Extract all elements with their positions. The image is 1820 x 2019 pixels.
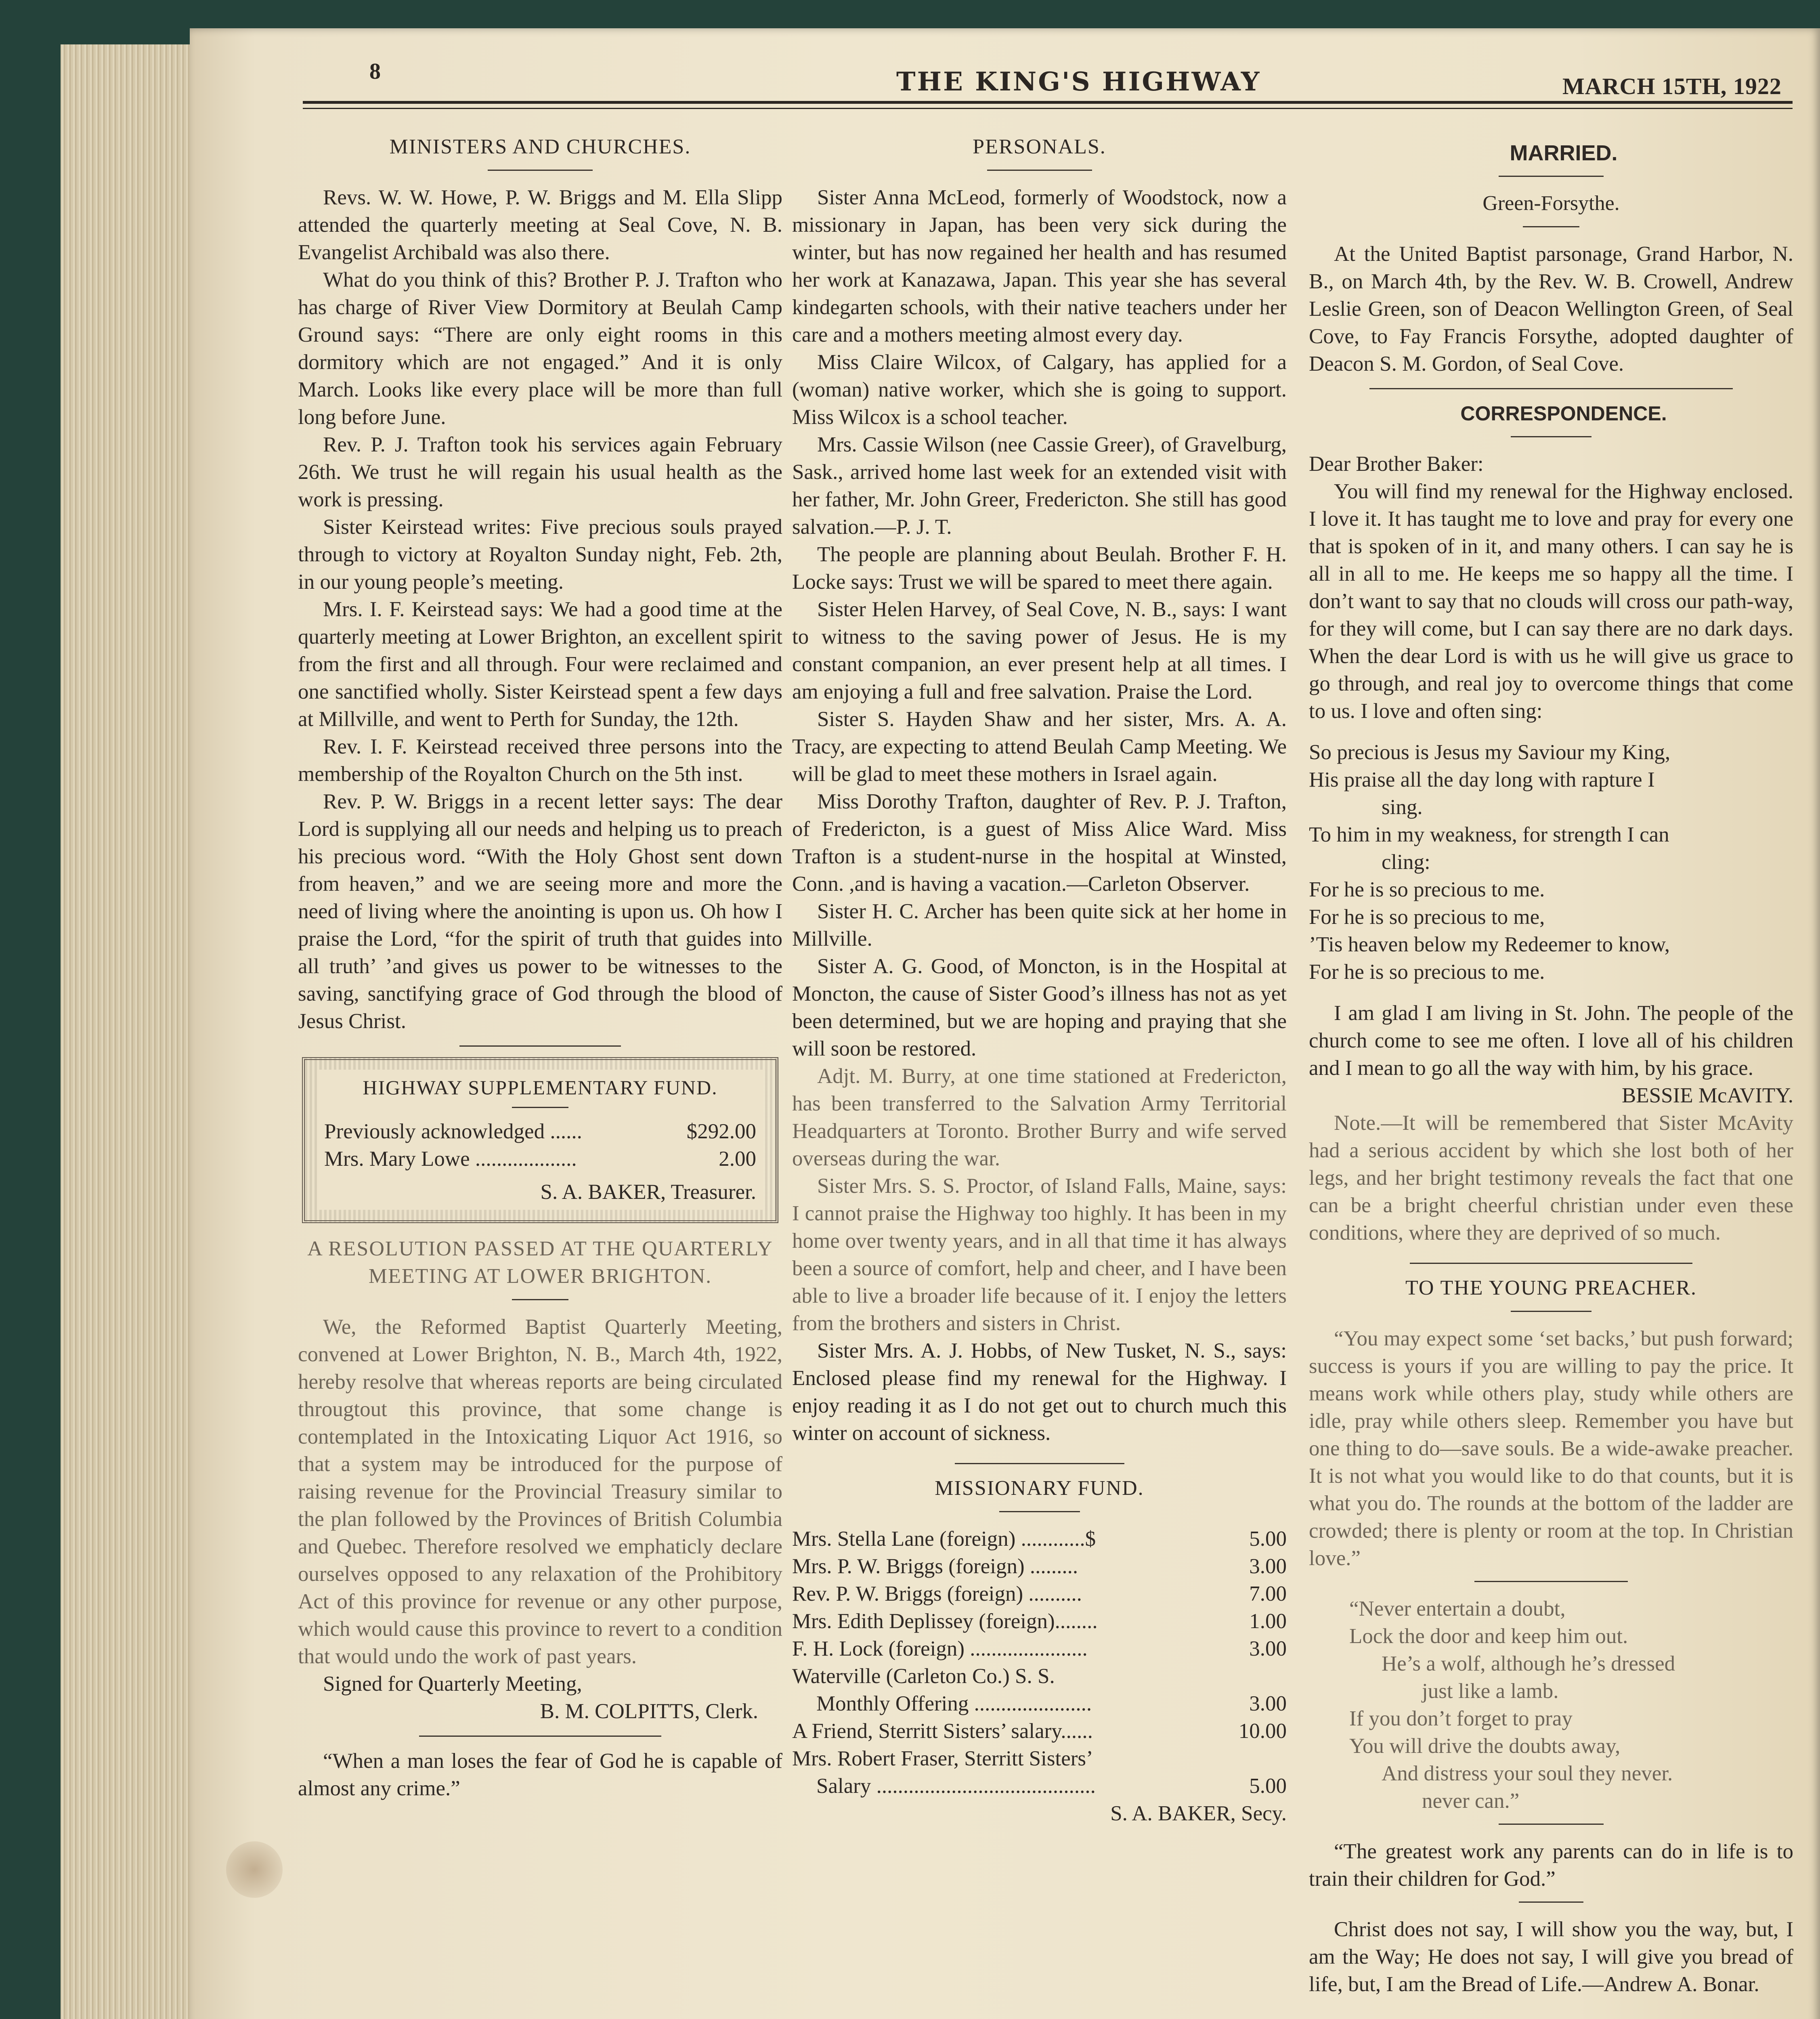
paragraph: Mrs. Cassie Wilson (nee Cassie Greer), of Gravelburg, Sask., arrived home last week for an extended visit with her father, Mr. John Greer, Fredericton. She still has good salvation.—P. J. T. [792,433,1287,539]
fund-signature: S. A. BAKER, Treasurer. [540,1180,756,1204]
paragraph: Rev. I. F. Keirstead received three persons into the membership of the Royalton Church on the 5th inst. [298,735,782,786]
resolution-clerk: B. M. COLPITTS, Clerk. [540,1700,758,1723]
divider [1511,1311,1591,1312]
poem-line: “Never entertain a doubt, [1349,1597,1566,1620]
divider [1410,1263,1692,1264]
fund-row [792,1580,1287,1608]
paragraph: Sister H. C. Archer has been quite sick at her home in Millville. [792,900,1287,951]
fund-row-amount: 5.00 [1249,1774,1287,1798]
fund-row-label: Monthly Offering ...................... [816,1692,1092,1715]
masthead-title: THE KING'S HIGHWAY [896,67,1261,97]
fund-row [792,1525,1287,1553]
fund-row-label: Mrs. Mary Lowe ................... [324,1147,577,1171]
header-rule-thin [303,108,1793,109]
song-line: For he is so precious to me, [1309,905,1545,929]
married-subheading: Green-Forsythe. [1482,192,1620,215]
divider [512,1299,568,1300]
paragraph: Mrs. I. F. Keirstead says: We had a good time at the quarterly meeting at Lower Brighton, an excellent spirit from the first and all through. Four were reclaimed and one sanctified wholly. Sister Keirstead spent a few days at Millville, and went to Perth for Sunday, the 12th. [298,598,782,731]
fund-row-label: Waterville (Carleton Co.) S. S. [792,1664,1055,1688]
divider [1519,1901,1583,1903]
fund-row-label: Mrs. Stella Lane (foreign) ............$ [792,1527,1096,1551]
divider [1369,388,1733,389]
paragraph: Rev. P. J. Trafton took his services again February 26th. We trust he will regain his usual health as the work is pressing. [298,433,782,511]
editor-note: Note.—It will be remembered that Sister McAvity had a serious accident by which she lost both of her legs, and her bright testimony reveals the fact that one can be a bright cheerful christian under even these conditions, where they are deprived of so much. [1309,1111,1793,1245]
married-text: At the United Baptist parsonage, Grand Harbor, N. B., on March 4th, by the Rev. W. B. Crowell, Andrew Leslie Green, son of Deacon Wellington Green, of Seal Cove, to Fay Francis Forsythe, adopted daughter of Deacon S. M. Gordon, of Seal Cove. [1309,242,1793,376]
doubt-poem [1309,1595,1793,1815]
fund-row [792,1553,1287,1580]
divider [1499,1824,1604,1825]
letter-closing: I am glad I am living in St. John. The people of the church come to see me often. I love all of his children and I mean to go all the way with him, by his grace. [1309,1001,1793,1080]
letter-signature: BESSIE McAVITY. [1621,1084,1793,1107]
paragraph: Miss Dorothy Trafton, daughter of Rev. P. J. Trafton, of Fredericton, is a guest of Miss Alice Ward. Miss Trafton is a student-nurse in the hospital at Winsted, Conn. ,and is having a vacation.—Carleton Observer. [792,790,1287,896]
song-line: ’Tis heaven below my Redeemer to know, [1309,933,1670,956]
resolution-signed: Signed for Quarterly Meeting, [323,1672,582,1696]
divider [1523,226,1579,227]
resolution-body: We, the Reformed Baptist Quarterly Meeting, convened at Lower Brighton, N. B., March 4th, 1922, hereby resolve that whereas reports are being circulated througtout this province, that some change is contemplated in the Intoxicating Liquor Act 1916, so that a system may be introduced for the purpose of raising revenue for the Provincial Treasury similar to the plan followed by the Provinces of British Columbia and Quebec. Therefore resolved we emphaticly declare ourselves opposed to any relaxation of the Prohibitory Act of this province for revenue or any other purpose, which would cause this province to revert to a condition that would undo the work of past years. [298,1315,782,1668]
paragraph: Sister S. Hayden Shaw and her sister, Mrs. A. A. Tracy, are expecting to attend Beulah Camp Meeting. We will be glad to meet these mothers in Israel again. [792,707,1287,786]
fund-row [792,1745,1287,1772]
poem-line: And distress your soul they never. [1382,1762,1673,1785]
paragraph: Sister Keirstead writes: Five precious souls prayed through to victory at Royalton Sunday night, Feb. 2th, in our young people’s meeting. [298,515,782,594]
fund-row [792,1635,1287,1662]
paragraph: Adjt. M. Burry, at one time stationed at Fredericton, has been transferred to the Salvation Army Territorial Headquarters at Toronto. Brother Burry and wife served overseas during the war. [792,1064,1287,1170]
fund-row-label: A Friend, Sterritt Sisters’ salary...... [792,1719,1093,1743]
ministers-heading: MINISTERS AND CHURCHES. [389,135,691,158]
song-line: sing. [1382,795,1423,819]
divider [488,170,593,171]
divider [1499,176,1604,177]
fund-row-amount: 2.00 [719,1147,756,1171]
divider [1511,436,1591,437]
paragraph: Sister Mrs. S. S. Proctor, of Island Falls, Maine, says: I cannot praise the Highway too highly. It has been in my home over twenty years, and in all that time it has always been a source of comfort, help and cheer, and I have been able to live a broader life because of it. I enjoy the letters from the brothers and sisters in Christ. [792,1174,1287,1335]
ink-stain [226,1841,283,1898]
fund-row-amount: 7.00 [1249,1582,1287,1606]
fund-row [792,1662,1287,1690]
married-heading: MARRIED. [1510,141,1618,165]
fund-row [324,1118,756,1145]
fund-row-amount: 3.00 [1249,1692,1287,1715]
fund-row-label: Mrs. Edith Deplissey (foreign)........ [792,1610,1098,1633]
fund-row [792,1717,1287,1745]
resolution-heading: A RESOLUTION PASSED AT THE QUARTERLY MEETING AT LOWER BRIGHTON. [307,1237,773,1288]
header-rule [303,101,1793,104]
young-preacher-text: “You may expect some ‘set backs,’ but push forward; success is yours if you are willing to pay the price. It means work while others play, study while others are idle, pray while others sleep. Remember you have but one thing to do—save souls. Be a wide-awake preacher. It is not what you would like to do that counts, but it is what you do. The rounds at the bottom of the ladder are crowded; there is plenty or room at the top. In Christian love.” [1309,1327,1793,1570]
poem-line: just like a lamb. [1422,1679,1559,1703]
fund-row-label: Previously acknowledged ...... [324,1120,582,1143]
divider [459,1045,621,1047]
poem-line: never can.” [1422,1789,1520,1813]
column-personals [792,133,1287,1827]
song-lyrics [1309,739,1793,986]
issue-date: MARCH 15TH, 1922 [1562,73,1782,99]
fund-row [792,1608,1287,1635]
fund-row-label: Salary ......................................... [816,1774,1096,1798]
fund-row-label: Mrs. P. W. Briggs (foreign) ......... [792,1555,1078,1578]
paragraph: Sister Anna McLeod, formerly of Woodstock, now a missionary in Japan, has been very sick during the winter, but has now regained her health and has resumed her work at Kanazawa, Japan. This year she has several kindegarten schools, with their native teachers under her care and a mothers meeting almost every day. [792,186,1287,346]
fund-row-label: F. H. Lock (foreign) ...................... [792,1637,1088,1660]
supplementary-fund-box [302,1057,778,1223]
song-line: His praise all the day long with rapture I [1309,768,1655,791]
page-number: 8 [369,59,381,84]
fund-row [792,1690,1287,1717]
paragraph: Miss Claire Wilcox, of Calgary, has applied for a (woman) native worker, which she is going to support. Miss Wilcox is a school teacher. [792,350,1287,429]
fund-row-amount: 3.00 [1249,1637,1287,1660]
parents-quote: “The greatest work any parents can do in life is to train their children for God.” [1309,1840,1793,1891]
fund-row-amount: 3.00 [1249,1555,1287,1578]
paragraph: The people are planning about Beulah. Brother F. H. Locke says: Trust we will be spared to meet there again. [792,543,1287,594]
correspondence-heading: CORRESPONDENCE. [1460,402,1667,425]
song-line: So precious is Jesus my Saviour my King, [1309,741,1671,764]
fund-row-amount: 5.00 [1249,1527,1287,1551]
fund-title: HIGHWAY SUPPLEMENTARY FUND. [363,1076,718,1099]
fund-row-amount: 10.00 [1238,1719,1287,1743]
salutation: Dear Brother Baker: [1309,452,1484,476]
fund-row-label: Rev. P. W. Briggs (foreign) .......... [792,1582,1082,1606]
paragraph: Sister Mrs. A. J. Hobbs, of New Tusket, N. S., says: Enclosed please find my renewal for the Highway. I enjoy reading it as I do not get out to church much this winter on account of sickness. [792,1339,1287,1445]
paragraph: Sister A. G. Good, of Moncton, is in the Hospital at Moncton, the cause of Sister Good’s illness has not as yet been determined, but we are hoping and praying that she will soon be restored. [792,955,1287,1060]
divider [999,1511,1080,1512]
song-line: For he is so precious to me. [1309,960,1545,984]
fund-row-amount: 1.00 [1249,1610,1287,1633]
young-preacher-heading: TO THE YOUNG PREACHER. [1405,1276,1697,1299]
song-line: To him in my weakness, for strength I can [1309,823,1669,846]
paragraph: Sister Helen Harvey, of Seal Cove, N. B., says: I want to witness to the saving power of Jesus. He is my constant companion, an ever present help at all times. I am enjoying a full and free salvation. Praise the Lord. [792,598,1287,703]
divider [987,170,1092,171]
fund-row-label: Mrs. Robert Fraser, Sterritt Sisters’ [792,1747,1093,1770]
poem-line: Lock the door and keep him out. [1349,1624,1628,1648]
missionary-heading: MISSIONARY FUND. [935,1477,1144,1500]
divider [1474,1581,1628,1582]
bonar-quote: Christ does not say, I will show you the way, but, I am the Way; He does not say, I will give you bread of life, but, I am the Bread of Life.—Andrew A. Bonar. [1309,1918,1793,1996]
paragraph: Rev. P. W. Briggs in a recent letter says: The dear Lord is supplying all our needs and helping us to preach his precious word. “With the Holy Ghost sent down from heaven,” and we are seeing more and more the need of living where the anointing is upon us. Oh how I praise the Lord, “for the spirit of truth that guides into all truth’ ’and gives us power to be witnesses to the saving, sanctifying grace of God through the blood of Jesus Christ. [298,790,782,1033]
personals-heading: PERSONALS. [973,135,1106,158]
fund-row [792,1772,1287,1800]
poem-line: He’s a wolf, although he’s dressed [1382,1652,1675,1675]
closing-quote: “When a man loses the fear of God he is capable of almost any crime.” [298,1749,782,1800]
column-ministers [298,133,782,1802]
song-line: cling: [1382,850,1430,874]
poem-line: You will drive the doubts away, [1349,1734,1621,1758]
paragraph: Revs. W. W. Howe, P. W. Briggs and M. Ella Slipp attended the quarterly meeting at Seal Cove, N. B. Evangelist Archibald was also there. [298,186,782,264]
missionary-signature: S. A. BAKER, Secy. [1110,1802,1287,1825]
column-married [1309,139,1793,1998]
fund-row-amount: $292.00 [686,1120,756,1143]
divider [419,1736,661,1737]
fund-row [324,1145,756,1173]
divider [955,1463,1124,1464]
divider [512,1107,568,1108]
song-line: For he is so precious to me. [1309,878,1545,901]
paragraph: What do you think of this? Brother P. J. Trafton who has charge of River View Dormitory at Beulah Camp Ground says: “There are only eight rooms in this dormitory which are not engaged.” And it is only March. Looks like every place will be more than full long before June. [298,268,782,429]
letter-body: You will find my renewal for the Highway enclosed. I love it. It has taught me to love and pray for every one that is spoken of in it, and many others. I can say he is all in all to me. He keeps me so happy all the time. I don’t want to say that no clouds will cross our path-way, for they will come, but I can say there are no dark days. When the dear Lord is with us he will give us grace to go through, and real joy to overcome things that come to us. I love and often sing: [1309,480,1793,723]
poem-line: If you don’t forget to pray [1349,1707,1573,1730]
